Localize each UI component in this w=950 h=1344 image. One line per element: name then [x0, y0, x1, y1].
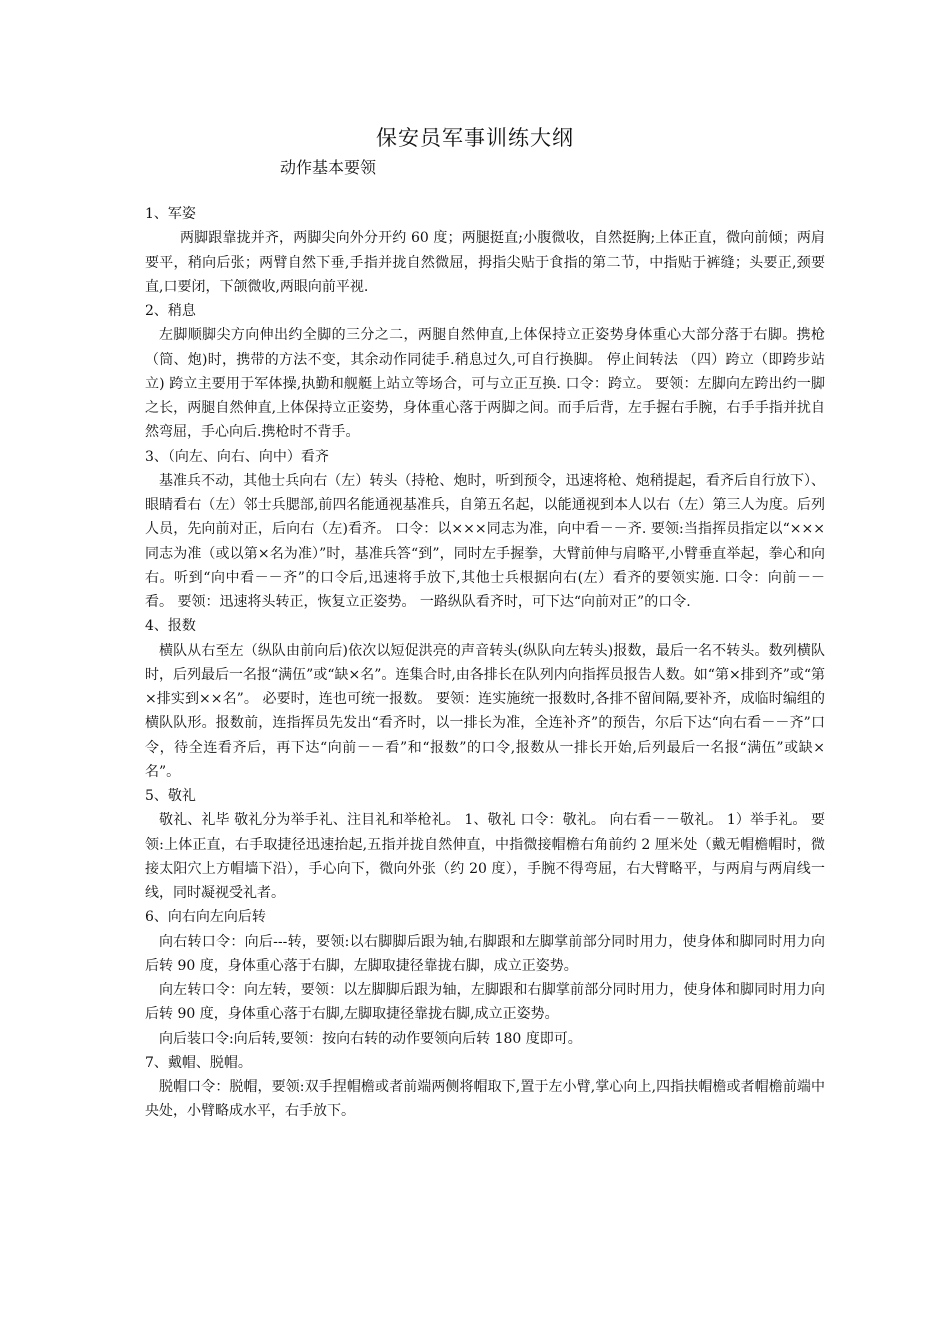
section-dress-alignment [145, 445, 825, 615]
section-cap-on-off [145, 1051, 825, 1124]
section-paragraph: 向左转口令：向左转，要领：以左脚脚后跟为轴，左脚跟和右脚掌前部分同时用力，使身体和脚同时用力向后转 90 度，身体重心落于右脚,左脚取捷径靠拢右脚,成立正姿势。 [145, 982, 825, 1023]
section-heading: 2、稍息 [145, 303, 196, 319]
section-heading: 4、报数 [145, 618, 196, 635]
section-salute [145, 784, 825, 905]
section-paragraph: 横队从右至左（纵队由前向后)依次以短促洪亮的声音转头(纵队向左转头)报数，最后一名不转头。数列横队时，后列最后一名报“满伍”或“缺×名”。连集合时,由各排长在队列内向指挥员报告人数。如“第×排到齐”或“第×排实到××名”。 必要时，连也可统一报数。 要领：连实施统一报数时,各排不留间隔,要补齐，成临时编组的横队队形。报数前，连指挥员先发出“看齐时，以一排长为准，全连补齐”的预告，尔后下达“向右看－－齐”口令，待全连看齐后，再下达“向前－－看”和“报数”的口令,报数从一排长开始,后列最后一名报“满伍”或缺×名”。 [145, 642, 826, 780]
section-heading: 3、（向左、向右、向中）看齐 [145, 448, 329, 465]
section-military-posture [145, 202, 825, 299]
section-at-ease [145, 299, 825, 445]
section-heading: 1、军姿 [145, 206, 196, 222]
section-facing-movements [145, 905, 825, 1051]
document-title: 保安员军事训练大纲 [376, 126, 574, 150]
section-count-off [145, 614, 825, 784]
section-paragraph: 两脚跟靠拢并齐，两脚尖向外分开约 60 度；两腿挺直;小腹微收，自然挺胸;上体正直，微向前倾；两肩要平，稍向后张；两臂自然下垂,手指并拢自然微屈，拇指尖贴于食指的第二节，中指贴于裤缝；头要正,颈要直,口要闭，下颌微收,两眼向前平视. [145, 230, 825, 295]
section-paragraph: 脱帽口令：脱帽，要领:双手捏帽檐或者前端两侧将帽取下,置于左小臂,掌心向上,四指扶帽檐或者帽檐前端中央处，小臂略成水平，右手放下。 [145, 1079, 825, 1120]
document-body [145, 202, 825, 1124]
section-paragraph: 向后装口令:向后转,要领：按向右转的动作要领向后转 180 度即可。 [159, 1030, 582, 1047]
section-paragraph: 基准兵不动，其他士兵向右（左）转头（持枪、炮时，听到预令，迅速将枪、炮稍提起，看齐后自行放下）、眼睛看右（左）邻士兵腮部,前四名能通视基准兵，自第五名起，以能通视到本人以右（左）第三人为度。后列人员，先向前对正，后向右（左)看齐。 口令：以×××同志为准，向中看－－齐. 要领:当指挥员指定以“×××同志为准（或以第×名为准）”时，基准兵答“到”，同时左手握拳，大臂前伸与肩略平,小臂垂直举起，拳心和向右。听到“向中看－－齐”的口令后,迅速将手放下,其他士兵根据向右(左）看齐的要领实施. 口令：向前－－看。 要领：迅速将头转正，恢复立正姿势。 一路纵队看齐时，可下达“向前对正”的口令. [145, 472, 825, 610]
section-paragraph: 向右转口令：向后---转，要领:以右脚脚后跟为轴,右脚跟和左脚掌前部分同时用力，使身体和脚同时用力向后转 90 度，身体重心落于右脚，左脚取捷径靠拢右脚，成立正姿势。 [145, 933, 825, 974]
section-heading: 6、向右向左向后转 [145, 909, 266, 926]
document-subtitle: 动作基本要领 [280, 158, 377, 177]
section-heading: 7、戴帽、脱帽。 [145, 1054, 252, 1071]
section-paragraph: 敬礼、礼毕 敬礼分为举手礼、注目礼和举枪礼。 1、敬礼 口令：敬礼。 向右看－－敬礼。 1）举手礼。 要领:上体正直，右手取捷径迅速抬起,五指并拢自然伸直，中指微接帽檐右角前约 2 厘米处（戴无帽檐帽时，微接太阳穴上方帽墙下沿），手心向下，微向外张（约 20 度），手腕不得弯屈，右大臂略平，与两肩与两肩线一线，同时凝视受礼者。 [145, 812, 825, 901]
section-heading: 5、敬礼 [145, 788, 196, 804]
section-paragraph: 左脚顺脚尖方向伸出约全脚的三分之二，两腿自然伸直,上体保持立正姿势身体重心大部分落于右脚。携枪（筒、炮)时，携带的方法不变，其余动作同徒手.稍息过久,可自行换脚。 停止间转法 （四）跨立（即跨步站立) 跨立主要用于军体操,执勤和舰艇上站立等场合，可与立正互换. 口令：跨立。 要领：左脚向左跨出约一脚之长，两腿自然伸直,上体保持立正姿势，身体重心落于两脚之间。而手后背，左手握右手腕，右手手指并扰自然弯屈，手心向后.携枪时不背手。 [145, 327, 825, 441]
